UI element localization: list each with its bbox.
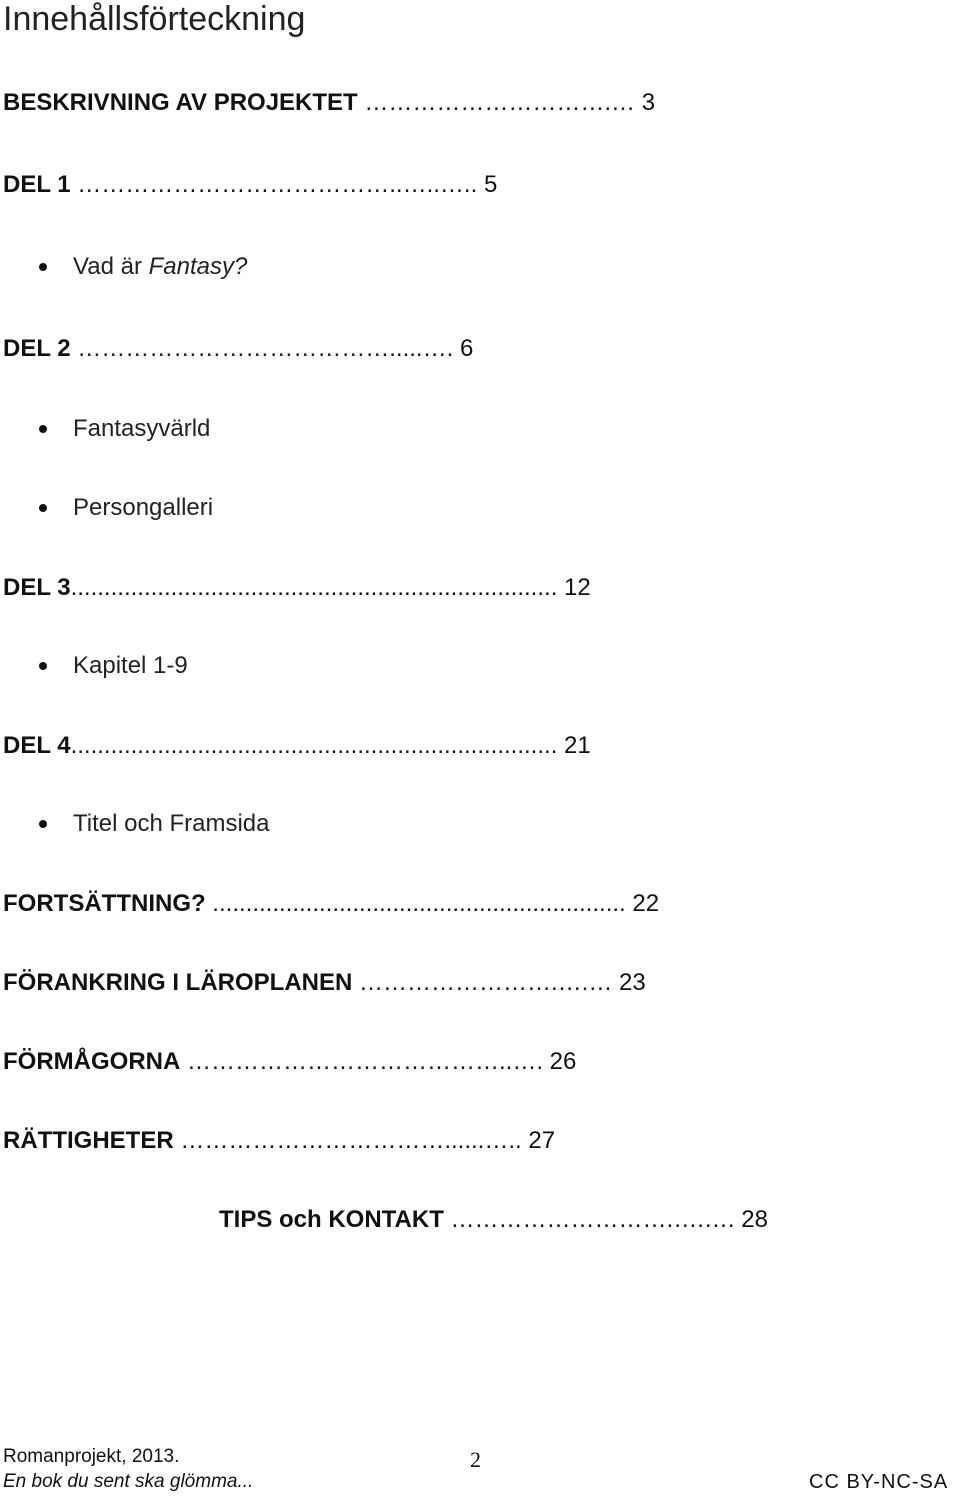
toc-entry-del-4[interactable] — [3, 734, 591, 758]
toc-entry-beskrivning[interactable] — [3, 91, 655, 115]
toc-leader-page: ………………………………….....…. 6 — [70, 335, 474, 362]
toc-heading: TIPS och KONTAKT — [219, 1206, 444, 1233]
toc-leader-page: .............................................................. 22 — [205, 890, 660, 917]
toc-entry-fortsattning[interactable] — [3, 892, 659, 916]
toc-entry-del-1[interactable] — [3, 173, 497, 197]
toc-leader-page: …………………….….… 23 — [352, 969, 646, 996]
toc-leader-page: ……………………….….…. 28 — [443, 1206, 768, 1233]
toc-heading: DEL 4 — [3, 732, 71, 759]
toc-entry-formagorna[interactable] — [3, 1050, 576, 1074]
toc-leader-page: ……………………………......….. 27 — [173, 1127, 556, 1154]
footer-project-line: Romanprojekt, 2013. — [3, 1446, 180, 1467]
toc-heading: DEL 2 — [3, 335, 71, 362]
toc-heading: BESKRIVNING AV PROJEKTET — [3, 89, 358, 116]
toc-subentry-kapitel[interactable]: Kapitel 1-9 — [73, 652, 188, 679]
toc-subentry-titel-och-framsida[interactable]: Titel och Framsida — [73, 810, 270, 837]
bullet-icon — [39, 425, 47, 433]
toc-subentry-persongalleri[interactable]: Persongalleri — [73, 494, 214, 521]
toc-leader-page: …………………………………..…..….. 5 — [70, 171, 498, 198]
license-label: CC BY-NC-SA — [809, 1471, 949, 1493]
toc-entry-del-2[interactable] — [3, 337, 473, 361]
toc-leader-page: ………………………….… 3 — [357, 89, 656, 116]
toc-entry-forankring[interactable] — [3, 971, 646, 995]
page-number: 2 — [470, 1447, 481, 1472]
toc-entry-rattigheter[interactable] — [3, 1129, 555, 1153]
toc-leader-page: ......................................................................... 21 — [70, 732, 591, 759]
toc-entry-del-3[interactable] — [3, 576, 591, 600]
toc-heading: FÖRANKRING I LÄROPLANEN — [3, 969, 353, 996]
toc-sub-label-italic: Fantasy? — [141, 253, 248, 280]
toc-subentry-fantasyvarld[interactable]: Fantasyvärld — [73, 415, 211, 442]
footer-tagline: En bok du sent ska glömma... — [3, 1471, 254, 1492]
bullet-icon — [39, 662, 47, 670]
toc-heading: DEL 1 — [3, 171, 71, 198]
toc-leader-page: …………………………………..…. 26 — [180, 1048, 577, 1075]
toc-entry-tips-och-kontakt[interactable] — [219, 1208, 768, 1232]
bullet-icon — [39, 820, 47, 828]
toc-sub-label: Vad är — [73, 253, 142, 280]
toc-leader-page: ......................................................................... 12 — [70, 574, 591, 601]
toc-heading: RÄTTIGHETER — [3, 1127, 174, 1154]
bullet-icon — [39, 504, 47, 512]
bullet-icon — [39, 263, 47, 271]
toc-heading: DEL 3 — [3, 574, 71, 601]
toc-subentry-vad-ar-fantasy[interactable] — [73, 255, 247, 279]
page-title: Innehållsförteckning — [3, 0, 306, 38]
toc-heading: FORTSÄTTNING? — [3, 890, 206, 917]
toc-heading: FÖRMÅGORNA — [3, 1048, 181, 1075]
